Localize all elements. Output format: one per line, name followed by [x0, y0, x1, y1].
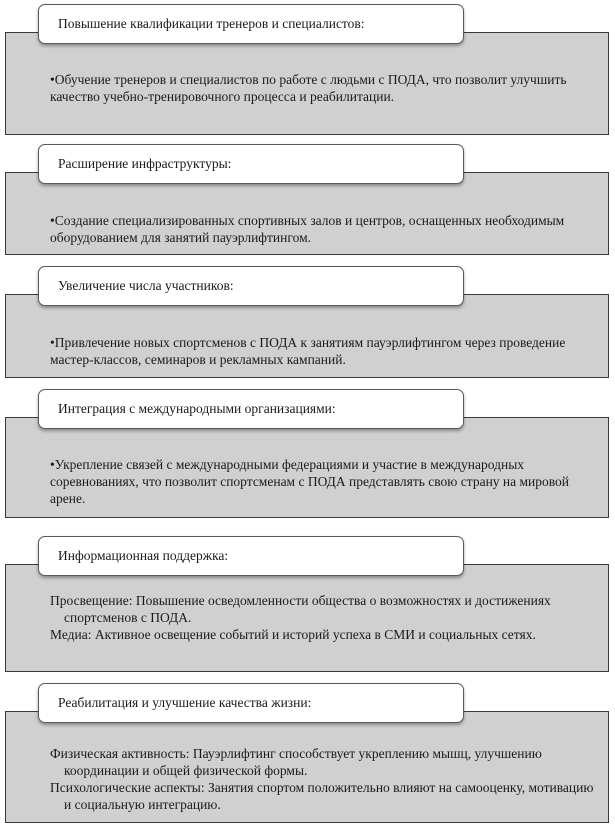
list-item: Психологические аспекты: Занятия спортом положительно влияют на самооценку, мотивацию и социальную интеграцию.	[50, 780, 594, 812]
bullet-text: •Привлечение новых спортсменов с ПОДА к занятиям пауэрлифтингом через проведение мастер-классов, семинаров и рекламных кампаний.	[50, 335, 566, 367]
bullet-text: •Создание специализированных спортивных залов и центров, оснащенных необходимым оборудованием для занятий пауэрлифтингом.	[50, 213, 565, 245]
list-item: Физическая активность: Пауэрлифтинг способствует укреплению мышц, улучшению координации и общей физической формы.	[50, 746, 542, 778]
section-title: Повышение квалификации тренеров и специалистов:	[38, 4, 464, 44]
section-body	[50, 456, 599, 507]
section-body	[50, 71, 599, 105]
section-body	[50, 212, 599, 246]
section-title: Реабилитация и улучшение качества жизни:	[38, 683, 464, 723]
section-body	[50, 334, 599, 368]
list-item: Просвещение: Повышение осведомленности общества о возможностях и достижениях спортсменов с ПОДА.	[50, 593, 551, 625]
section-body	[50, 745, 599, 813]
section-title: Информационная поддержка:	[38, 536, 464, 576]
bullet-text: •Укрепление связей с международными федерациями и участие в международных соревнованиях, что позволит спортсменам с ПОДА представлять свою страну на мировой арене.	[50, 457, 570, 506]
list-item: Медиа: Активное освещение событий и историй успеха в СМИ и социальных сетях.	[50, 627, 536, 642]
bullet-text: •Обучение тренеров и специалистов по работе с людьми с ПОДА, что позволит улучшить качество учебно-тренировочного процесса и реабилитации.	[50, 72, 567, 104]
section-body	[50, 592, 599, 643]
section-title: Расширение инфраструктуры:	[38, 144, 464, 184]
section-title: Интеграция с международными организациями:	[38, 389, 464, 429]
section-title: Увеличение числа участников:	[38, 266, 464, 306]
